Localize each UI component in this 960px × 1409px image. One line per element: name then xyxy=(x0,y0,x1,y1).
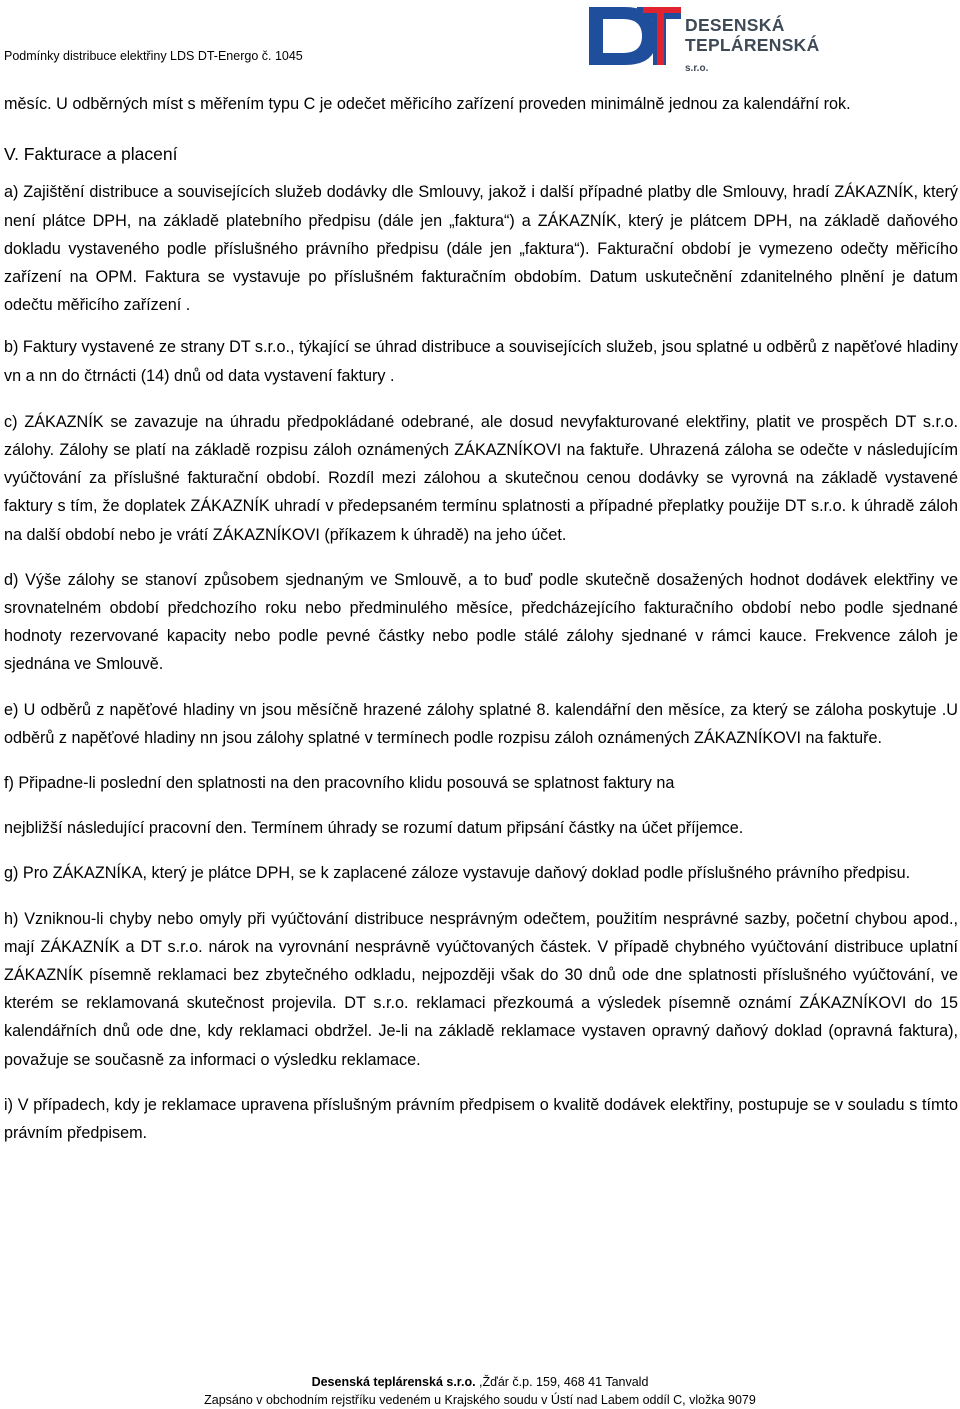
paragraph-e: e) U odběrů z napěťové hladiny vn jsou měsíčně hrazené zálohy splatné 8. kalendářní den měsíce, za který se záloha poskytuje .U odběrů z napěťové hladiny nn jsou zálohy splatné v termínech podle rozpisu záloh oznámených ZÁKAZNÍKOVI na faktuře. xyxy=(4,700,958,747)
paragraph-a: a) Zajištění distribuce a souvisejících služeb dodávky dle Smlouvy, jakož i další případné platby dle Smlouvy, hradí ZÁKAZNÍK, který není plátce DPH, na základě platebního předpisu (dále jen „faktura“) a ZÁKAZNÍK, který je plátcem DPH, na základě daňového dokladu vystaveného podle příslušného právního předpisu (dále jen „faktura“). Fakturační období je vymezeno odečty měřicího zařízení na OPM. Faktura se vystavuje po příslušném fakturačním obdobím. Datum uskutečnění zdanitelného plnění je datum odečtu měřicího zařízení . xyxy=(4,183,958,315)
footer-company-name: Desenská teplárenská s.r.o. xyxy=(311,1375,476,1389)
dt-logo-mark-icon xyxy=(587,3,683,67)
logo-wordmark xyxy=(685,15,847,79)
logo-line-1: DESENSKÁ xyxy=(685,15,785,35)
intro-paragraph: měsíc. U odběrných míst s měřením typu C je odečet měřicího zařízení proveden minimálně jednou za kalendářní rok. xyxy=(4,95,851,113)
company-logo xyxy=(587,3,847,74)
paragraph-i: i) V případech, kdy je reklamace upravena příslušným právním předpisem o kvalitě dodávek elektřiny, postupuje se v souladu s tímto právním předpisem. xyxy=(4,1095,958,1143)
footer-registry: Zapsáno v obchodním rejstříku vedeném u Krajského soudu v Ústí nad Labem oddíl C, vložka 9079 xyxy=(204,1393,756,1407)
document-header-title: Podmínky distribuce elektřiny LDS DT-Energo č. 1045 xyxy=(4,49,303,63)
paragraph-f-line-1: f) Připadne-li poslední den splatnosti na den pracovního klidu posouvá se splatnost faktury na xyxy=(4,774,675,793)
logo-line-2 xyxy=(685,35,847,79)
paragraph-c: c) ZÁKAZNÍK se zavazuje na úhradu předpokládané odebrané, ale dosud nevyfakturované elektřiny, platit ve prospěch DT s.r.o. zálohy. Zálohy se platí na základě rozpisu záloh oznámených ZÁKAZNÍKOVI na faktuře. Uhrazená záloha se odečte v následujícím vyúčtování za příslušné fakturační období. Rozdíl mezi zálohou a skutečnou cenou dodávky se vyrovná na základě vystavené faktury s tím, že doplatek ZÁKAZNÍK uhradí v předepsaném termínu splatnosti a případné přeplatky použije DT s.r.o. k úhradě záloh na další období nebo je vrátí ZÁKAZNÍKOVI (příkazem k úhradě) na jeho účet. xyxy=(4,412,958,544)
footer-address: ,Žďár č.p. 159, 468 41 Tanvald xyxy=(475,1375,649,1389)
logo-line-2-text: TEPLÁRENSKÁ xyxy=(685,35,820,55)
paragraph-b: b) Faktury vystavené ze strany DT s.r.o., týkající se úhrad distribuce a souvisejících služeb, jsou splatné u odběrů z napěťové hladiny vn a nn do čtrnácti (14) dnů od data vystavení faktury . xyxy=(4,338,958,385)
logo-suffix: s.r.o. xyxy=(685,63,709,74)
paragraph-g: g) Pro ZÁKAZNÍKA, který je plátce DPH, se k zaplacené záloze vystavuje daňový doklad podle příslušného právního předpisu. xyxy=(4,864,911,883)
paragraph-d: d) Výše zálohy se stanoví způsobem sjednaným ve Smlouvě, a to buď podle skutečně dosažených hodnot dodávek elektřiny ve srovnatelném období předchozího roku nebo předminulého měsíce, předcházejícího fakturačního období nebo podle sjednané hodnoty rezervované kapacity nebo podle pevné částky nebo podle stálé zálohy sjednané v rámci kauce. Frekvence záloh je sjednána ve Smlouvě. xyxy=(4,570,958,674)
section-heading: V. Fakturace a placení xyxy=(4,144,178,165)
document-body xyxy=(4,90,958,1147)
paragraph-h: h) Vzniknou-li chyby nebo omyly při vyúčtování distribuce nesprávným odečtem, použitím nesprávné sazby, početní chybou apod., mají ZÁKAZNÍK a DT s.r.o. nárok na vyrovnání nesprávně vyúčtovaných částek. V případě chybného vyúčtování distribuce uplatní ZÁKAZNÍK písemně reklamaci bez zbytečného odkladu, nejpozději však do 30 dnů ode dne splatnosti příslušného vyúčtování, ve kterém se reklamovaná skutečnost projevila. DT s.r.o. reklamaci přezkoumá a výsledek písemně oznámí ZÁKAZNÍKOVI do 15 kalendářních dnů ode dne, kdy reklamaci obdržel. Je-li na základě reklamace vystaven opravný daňový doklad (opravná faktura), považuje se současně za informaci o výsledku reklamace. xyxy=(4,909,958,1069)
footer-company-line xyxy=(0,1373,960,1391)
paragraph-f-line-2: nejbližší následující pracovní den. Termínem úhrady se rozumí datum připsání částky na účet příjemce. xyxy=(4,819,744,838)
